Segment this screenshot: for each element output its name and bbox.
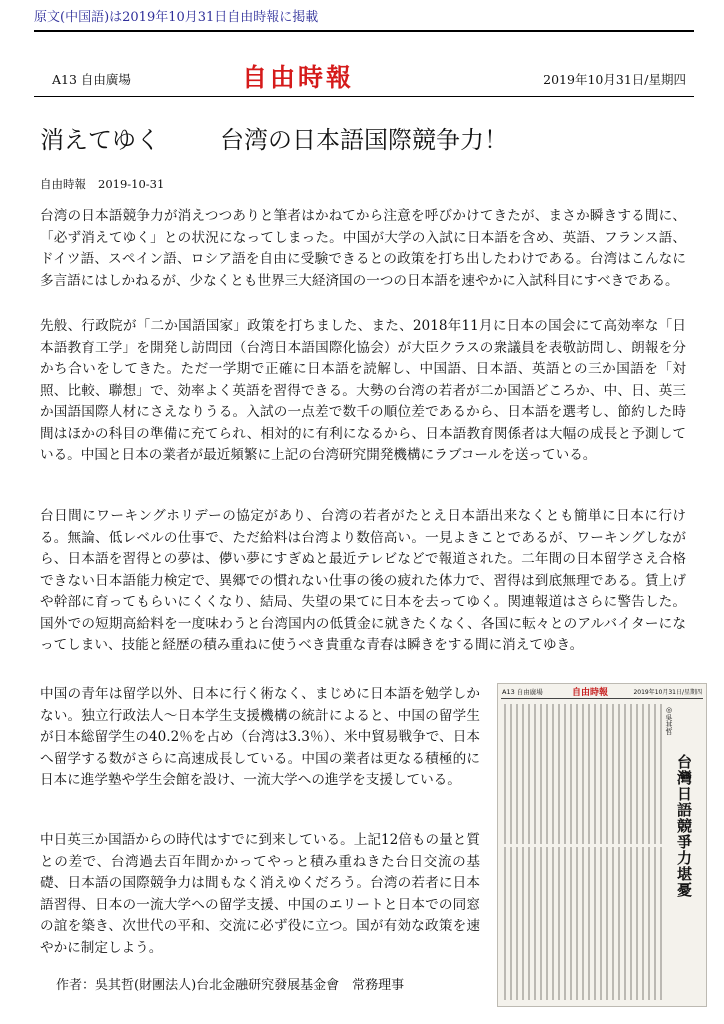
clipping-date: 2019年10月31日/星期四 xyxy=(633,689,702,696)
clipping-body-text xyxy=(504,704,662,1000)
issue-date: 2019年10月31日/星期四 xyxy=(543,72,686,87)
author-line: 作者：吳其哲(財團法人)台北金融研究發展基金會 常務理事 xyxy=(56,978,405,993)
clipping-author: ◎吳其哲 xyxy=(665,706,673,735)
top-divider xyxy=(34,30,694,32)
clipping-logo: 自由時報 xyxy=(572,688,609,698)
source-date: 2019-10-31 xyxy=(98,177,165,191)
clipping-page-label: A13 自由廣場 xyxy=(502,688,543,696)
paragraph-3: 台日間にワーキングホリデーの協定があり、台湾の若者がたとえ日本語出来なくとも簡単に日本に行ける。無論、低レベルの仕事で、ただ給料は台湾より数倍高い。一見よきことであるが、ワーキングしながら、日本語を習得との夢は、儚い夢にすぎぬと最近テレビなどで報道された。二年間の日本留学さえ合格できない日本語能力検定で、異郷での慣れない仕事の後の疲れた体力で、習得は到底無理である。賃上げや幹部に育ってもらいにくくなり、結局、失望の果てに日本を去ってゆく。関連報道はさらに警告した。国外での短期高給料を一度味わうと台湾国内の低賃金に就きたくなく、各国に転々とのアルバイターになってしまい、技能と経歴の積み重ねに使うべき貴重な青春は瞬きをする間に消えてゆき。 xyxy=(40,508,686,653)
clipping-title: 台灣日語競爭力堪憂 xyxy=(675,754,693,898)
clipping-header xyxy=(498,684,706,698)
page-label: A13 自由廣場 xyxy=(52,72,131,87)
title-part-2: 台湾の日本語国際競争力！ xyxy=(220,126,508,154)
title-part-1: 消えてゆく xyxy=(40,126,160,154)
article-title xyxy=(40,120,508,155)
newspaper-clipping-image xyxy=(497,683,707,1007)
paragraph-2: 先般、行政院が「二か国語国家」政策を打ちました、また、2018年11月に日本の国会にて高効率な「日本語教育工学」を開発し訪問団（台湾日本語国際化協会）が大臣クラスの衆議員を表敬訪問し、朗報を分かち合いをしてきた。ただ一学期で正確に日本語を読解し、中国語、日本語、英語との三か国語を「対照、比較、聯想」で、効率よく英語を習得できる。大勢の台湾の若者が二か国語どころか、中、日、英三か国語国際人材にさえなりうる。入試の一点差で数千の順位差であるから、日本語を選考し、節約した時間はほかの科目の準備に充てられ、相対的に有利になるから、日本語教育関係者は大幅の成長と予測している。中国と日本の業者が最近頻繁に上記の台湾研究開発機構にラブコールを送っている。 xyxy=(40,318,686,463)
article-byline xyxy=(40,176,164,192)
paragraph-1: 台湾の日本語競争力が消えつつありと筆者はかねてから注意を呼びかけてきたが、まさか瞬きする間に、「必ず消えてゆく」との状況になってしまった。中国が大学の入試に日本語を含め、英語、フランス語、ドイツ語、スペイン語、ロシア語を自由に受験できるとの政策を打ち出したわけである。台湾はこんなに多言語にはしかねるが、少なくとも世界三大経済国の一つの日本語を速やかに入試科目にすべきである。 xyxy=(40,208,686,289)
newspaper-logo: 自由時報 xyxy=(242,63,355,92)
paragraph-5: 中日英三か国語からの時代はすでに到来している。上記12倍もの量と質との差で、台湾過去百年間かかってやっと積み重ねきた台日交流の基礎、日本語の国際競争力は間もなく消えゆくだろう。台湾の若者に日本語習得、日本の一流大学への留学支援、中国のエリートと日本での同窓の誼を築き、次世代の平和、交流に必ず役に立つ。国が有効な政策を速やかに制定しよう。 xyxy=(40,832,480,956)
newspaper-header xyxy=(34,62,694,92)
clipping-column-break xyxy=(504,844,662,847)
header-divider xyxy=(34,96,694,97)
paragraph-4: 中国の青年は留学以外、日本に行く術なく、まじめに日本語を勉学しかない。独立行政法人～日本学生支援機構の統計によると、中国の留学生が日本総留学生の40.2％を占め（台湾は3.3％）、米中貿易戦争で、日本へ留学する数がさらに高速成長している。中国の業者は更なる積極的に日本に進学塾や学生会館を設け、一流大学への進学を支援している。 xyxy=(40,686,480,788)
clipping-header-rule xyxy=(501,698,703,699)
source-name: 自由時報 xyxy=(40,177,86,191)
original-source-note: 原文(中国語)は2019年10月31日自由時報に掲載 xyxy=(34,10,319,25)
